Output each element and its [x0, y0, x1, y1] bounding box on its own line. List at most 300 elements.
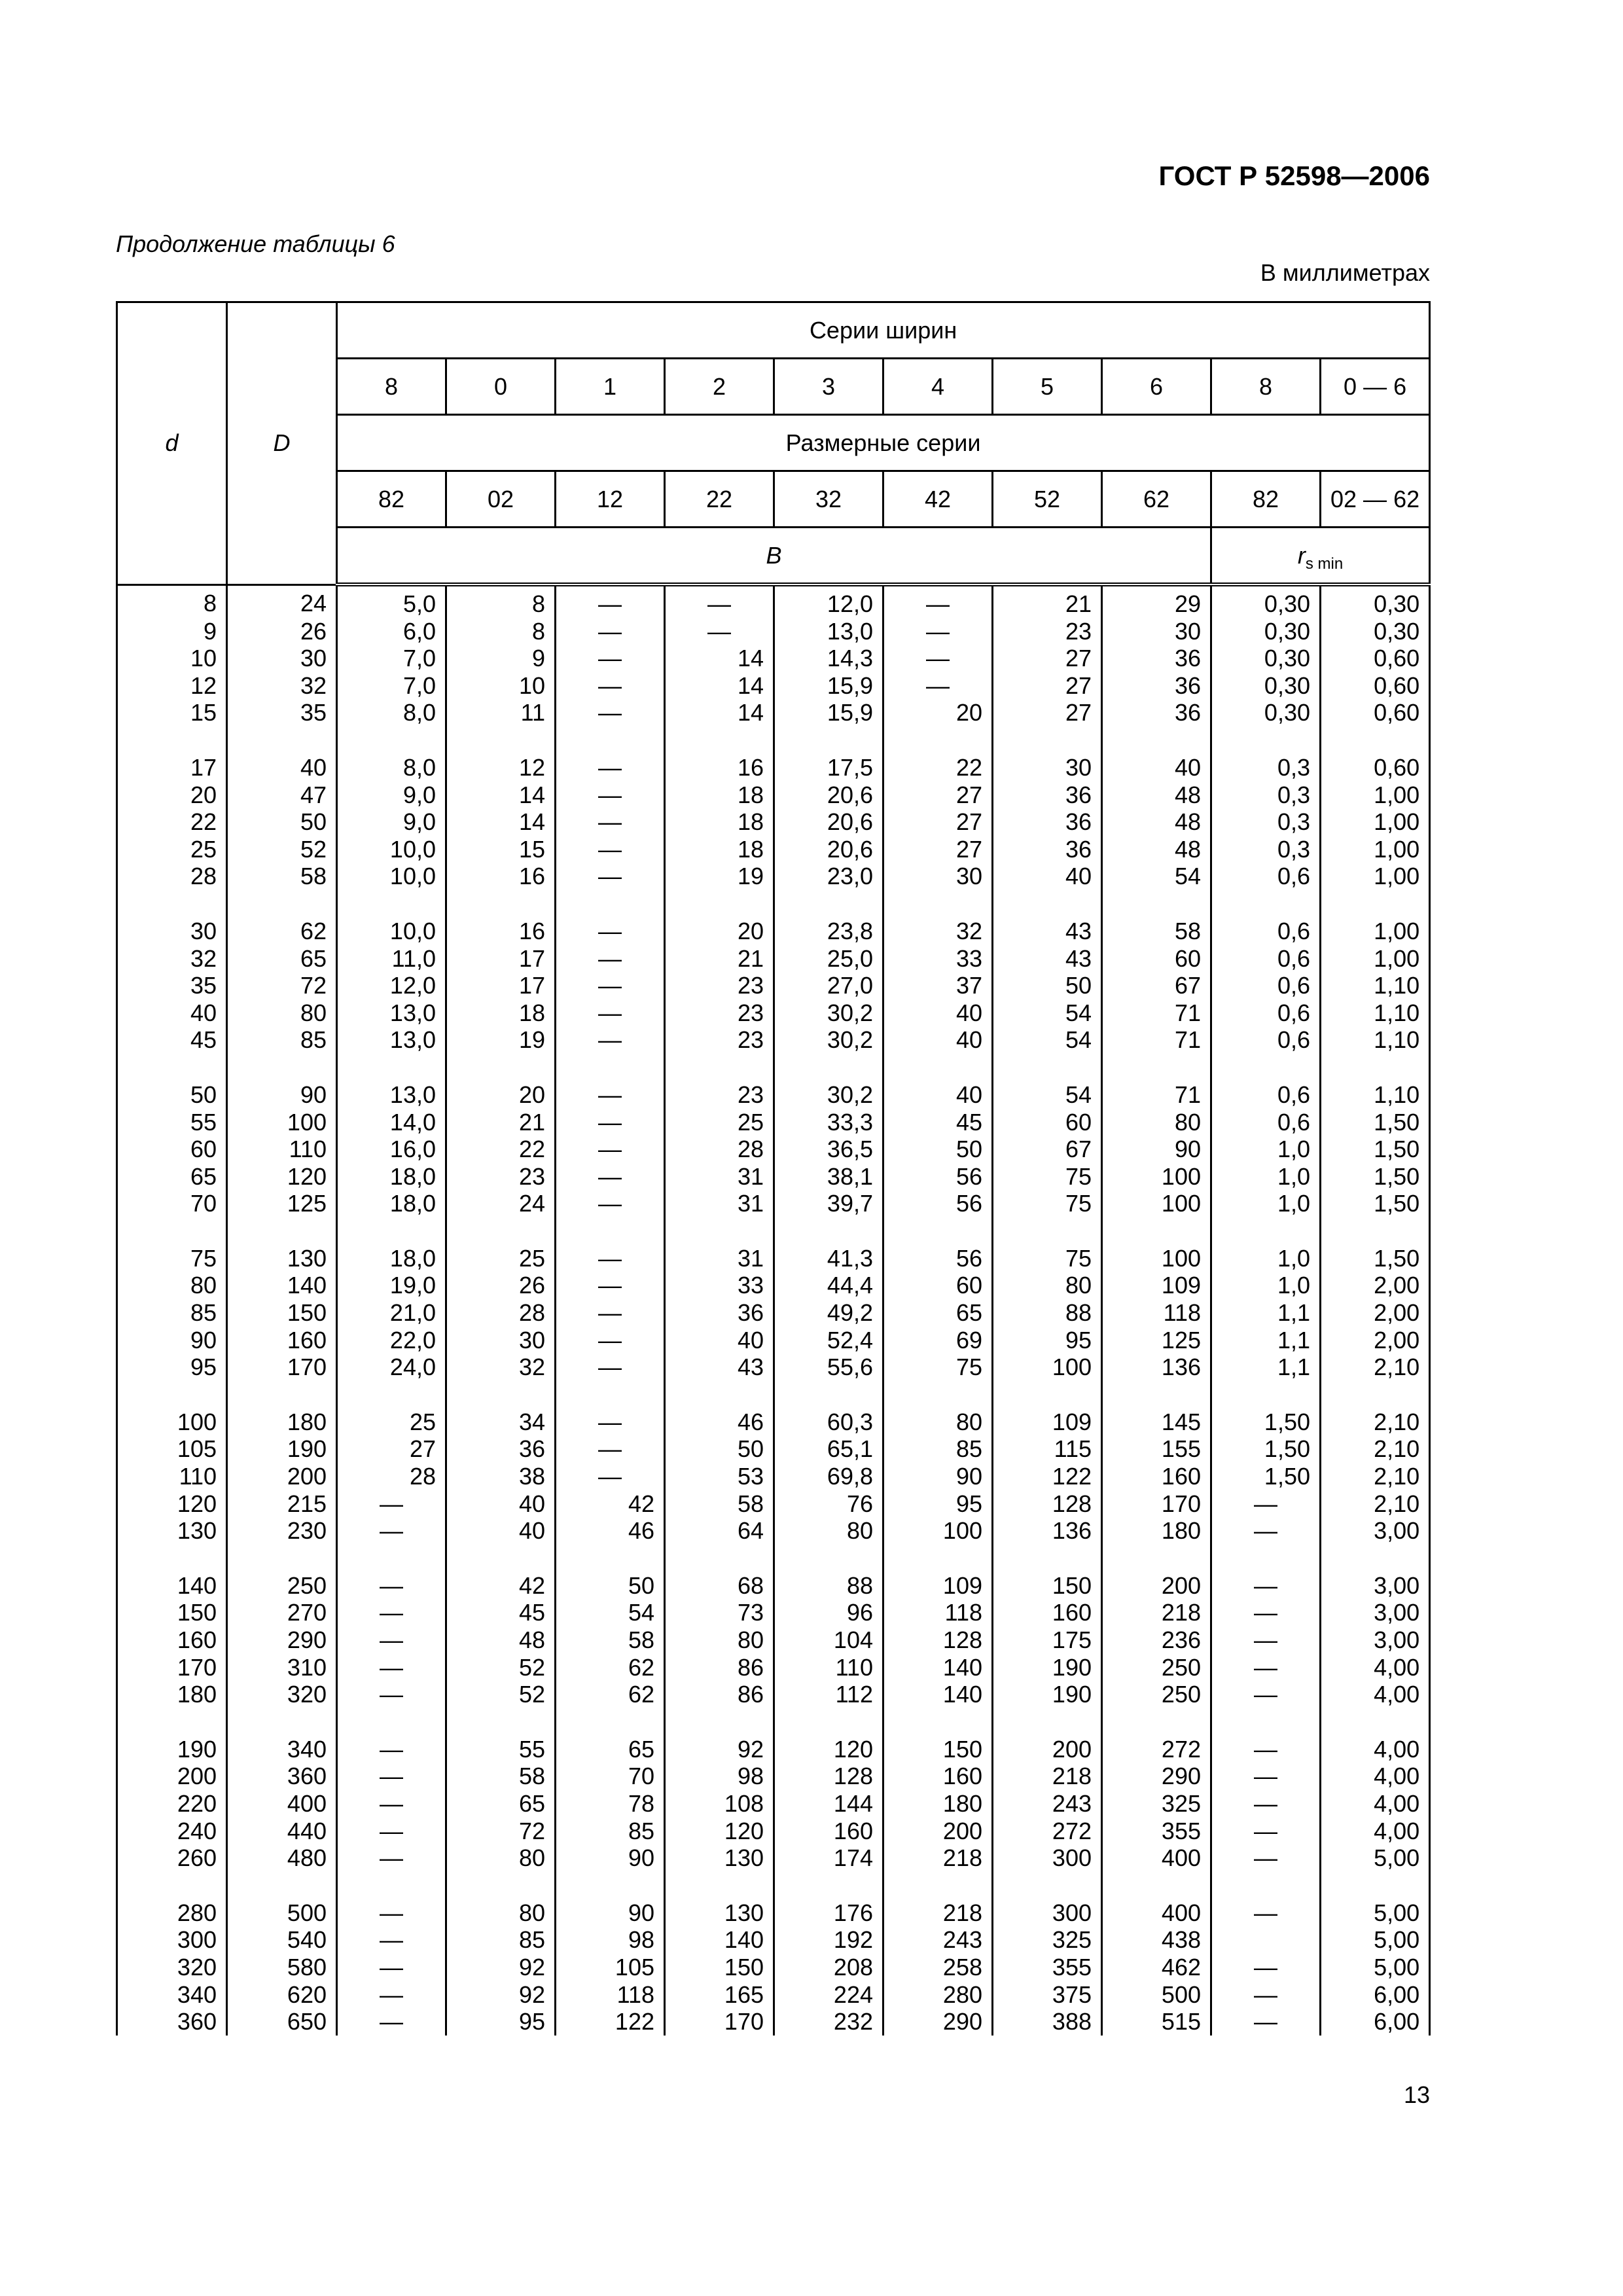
- table-cell: 190: [993, 1681, 1102, 1708]
- width-series-title: Серии ширин: [337, 302, 1430, 359]
- table-cell: 150: [993, 1572, 1102, 1600]
- table-cell: —: [337, 1790, 446, 1818]
- table-cell: 23,8: [774, 918, 883, 945]
- spacer-cell: [446, 890, 556, 918]
- table-cell: —: [556, 781, 665, 809]
- table-cell: 19,0: [337, 1272, 446, 1299]
- table-cell: 80: [883, 1408, 993, 1436]
- table-cell: 52: [227, 836, 337, 863]
- table-cell: 190: [993, 1654, 1102, 1681]
- table-cell: 2,00: [1321, 1299, 1430, 1327]
- table-cell: 1,50: [1321, 1109, 1430, 1136]
- table-row: [117, 672, 1430, 700]
- table-cell: 18,0: [337, 1245, 446, 1272]
- table-cell: 140: [665, 1926, 774, 1954]
- table-cell: 130: [665, 1899, 774, 1927]
- spacer-cell: [1321, 1708, 1430, 1736]
- table-cell: 232: [774, 2008, 883, 2036]
- units-note: В миллиметрах: [1260, 259, 1430, 286]
- spacer-cell: [1211, 1054, 1321, 1081]
- table-cell: —: [1211, 1954, 1321, 1981]
- table-cell: 16: [446, 863, 556, 890]
- table-cell: —: [337, 1899, 446, 1927]
- table-cell: 122: [556, 2008, 665, 2036]
- table-cell: 80: [117, 1272, 227, 1299]
- table-cell: 290: [227, 1626, 337, 1654]
- table-cell: —: [556, 999, 665, 1027]
- table-cell: 60: [117, 1136, 227, 1163]
- table-cell: 0,6: [1211, 918, 1321, 945]
- table-cell: 69,8: [774, 1463, 883, 1490]
- spacer-cell: [556, 726, 665, 754]
- table-cell: 260: [117, 1844, 227, 1872]
- table-cell: 112: [774, 1681, 883, 1708]
- table-cell: 108: [665, 1790, 774, 1818]
- table-row: [117, 1981, 1430, 2009]
- table-cell: 118: [883, 1599, 993, 1626]
- table-cell: 1,50: [1321, 1163, 1430, 1191]
- spacer-cell: [227, 1708, 337, 1736]
- dimension-series-title: Размерные серии: [337, 415, 1430, 471]
- table-cell: 340: [227, 1736, 337, 1763]
- table-cell: 128: [993, 1490, 1102, 1518]
- table-cell: 200: [993, 1736, 1102, 1763]
- table-cell: 36: [1102, 672, 1211, 700]
- table-cell: 30: [993, 754, 1102, 781]
- table-cell: 340: [117, 1981, 227, 2009]
- spacer-cell: [1102, 1217, 1211, 1245]
- table-cell: 75: [993, 1190, 1102, 1217]
- table-cell: 12: [446, 754, 556, 781]
- table-cell: 20,6: [774, 808, 883, 836]
- spacer-cell: [665, 726, 774, 754]
- spacer-cell: [117, 1872, 227, 1899]
- table-cell: 280: [117, 1899, 227, 1927]
- table-cell: 170: [227, 1354, 337, 1381]
- table-cell: —: [556, 808, 665, 836]
- table-cell: 27: [883, 836, 993, 863]
- table-cell: 33: [665, 1272, 774, 1299]
- table-row: [117, 584, 1430, 618]
- table-cell: 80: [665, 1626, 774, 1654]
- table-cell: 3,00: [1321, 1599, 1430, 1626]
- group-spacer: [117, 1708, 1430, 1736]
- table-cell: 42: [446, 1572, 556, 1600]
- table-cell: 1,0: [1211, 1163, 1321, 1191]
- table-cell: 90: [1102, 1136, 1211, 1163]
- table-cell: 160: [1102, 1463, 1211, 1490]
- table-cell: 400: [227, 1790, 337, 1818]
- table-cell: 24,0: [337, 1354, 446, 1381]
- table-cell: 30: [883, 863, 993, 890]
- header-d: d: [117, 302, 227, 585]
- table-cell: 32: [227, 672, 337, 700]
- table-cell: 32: [446, 1354, 556, 1381]
- table-cell: 35: [227, 699, 337, 726]
- table-cell: 98: [665, 1763, 774, 1790]
- table-cell: 160: [774, 1818, 883, 1845]
- table-cell: 500: [1102, 1981, 1211, 2009]
- spacer-cell: [993, 1217, 1102, 1245]
- table-cell: 100: [227, 1109, 337, 1136]
- table-cell: 70: [556, 1763, 665, 1790]
- spacer-cell: [883, 1708, 993, 1736]
- spacer-cell: [117, 1545, 227, 1572]
- spacer-cell: [1211, 1545, 1321, 1572]
- table-row: [117, 1299, 1430, 1327]
- table-row: [117, 1327, 1430, 1354]
- table-cell: 100: [1102, 1245, 1211, 1272]
- table-cell: 130: [117, 1517, 227, 1545]
- table-cell: 65,1: [774, 1435, 883, 1463]
- table-cell: 58: [665, 1490, 774, 1518]
- spacer-cell: [1211, 1217, 1321, 1245]
- table-cell: —: [556, 1299, 665, 1327]
- table-cell: 28: [446, 1299, 556, 1327]
- spacer-cell: [227, 1545, 337, 1572]
- table-cell: 1,10: [1321, 972, 1430, 999]
- spacer-cell: [883, 1054, 993, 1081]
- width-series-cell: 0 — 6: [1321, 359, 1430, 415]
- table-cell: 1,0: [1211, 1245, 1321, 1272]
- table-cell: 360: [117, 2008, 227, 2036]
- table-row: [117, 699, 1430, 726]
- table-cell: 0,30: [1211, 672, 1321, 700]
- table-cell: 43: [993, 918, 1102, 945]
- spacer-cell: [1102, 1545, 1211, 1572]
- table-cell: 0,6: [1211, 1026, 1321, 1054]
- table-cell: 1,50: [1211, 1463, 1321, 1490]
- table-row: [117, 1954, 1430, 1981]
- spacer-cell: [556, 890, 665, 918]
- table-cell: 270: [227, 1599, 337, 1626]
- table-cell: 43: [993, 945, 1102, 973]
- table-cell: 71: [1102, 999, 1211, 1027]
- table-cell: 13,0: [337, 999, 446, 1027]
- table-cell: 10,0: [337, 836, 446, 863]
- table-cell: 53: [665, 1463, 774, 1490]
- table-cell: 236: [1102, 1626, 1211, 1654]
- table-cell: 69: [883, 1327, 993, 1354]
- spacer-cell: [1321, 890, 1430, 918]
- table-cell: —: [556, 618, 665, 645]
- table-cell: 86: [665, 1681, 774, 1708]
- spacer-cell: [883, 1217, 993, 1245]
- table-cell: 35: [117, 972, 227, 999]
- table-cell: 310: [227, 1654, 337, 1681]
- table-cell: 5,00: [1321, 1899, 1430, 1927]
- table-cell: 200: [117, 1763, 227, 1790]
- spacer-cell: [1211, 890, 1321, 918]
- table-cell: 4,00: [1321, 1790, 1430, 1818]
- dimension-series-cell: 62: [1102, 471, 1211, 528]
- table-cell: —: [556, 1081, 665, 1109]
- table-cell: 144: [774, 1790, 883, 1818]
- table-cell: 8: [446, 584, 556, 618]
- table-cell: 140: [227, 1272, 337, 1299]
- table-cell: —: [556, 836, 665, 863]
- table-cell: 18: [665, 808, 774, 836]
- table-cell: 16: [446, 918, 556, 945]
- table-cell: 0,30: [1211, 584, 1321, 618]
- width-series-cell: 2: [665, 359, 774, 415]
- table-cell: 0,6: [1211, 863, 1321, 890]
- table-cell: 258: [883, 1954, 993, 1981]
- table-row: [117, 945, 1430, 973]
- spacer-cell: [993, 1054, 1102, 1081]
- table-cell: 33,3: [774, 1109, 883, 1136]
- spacer-cell: [993, 890, 1102, 918]
- table-cell: 43: [665, 1354, 774, 1381]
- table-cell: 52: [446, 1654, 556, 1681]
- table-cell: 180: [227, 1408, 337, 1436]
- table-row: [117, 2008, 1430, 2036]
- spacer-cell: [446, 1708, 556, 1736]
- table-cell: 100: [993, 1354, 1102, 1381]
- table-cell: 1,1: [1211, 1327, 1321, 1354]
- table-cell: —: [1211, 1844, 1321, 1872]
- spacer-cell: [1321, 726, 1430, 754]
- table-cell: 55,6: [774, 1354, 883, 1381]
- spacer-cell: [1102, 726, 1211, 754]
- table-cell: 28: [337, 1463, 446, 1490]
- table-cell: 165: [665, 1981, 774, 2009]
- table-cell: —: [556, 584, 665, 618]
- table-cell: 39,7: [774, 1190, 883, 1217]
- spacer-cell: [446, 726, 556, 754]
- table-cell: 54: [556, 1599, 665, 1626]
- table-cell: 14: [446, 781, 556, 809]
- table-cell: 22: [117, 808, 227, 836]
- table-cell: —: [1211, 1572, 1321, 1600]
- table-cell: 100: [883, 1517, 993, 1545]
- table-cell: 290: [1102, 1763, 1211, 1790]
- width-series-cell: 4: [883, 359, 993, 415]
- table-row: [117, 1899, 1430, 1927]
- table-cell: 27: [993, 672, 1102, 700]
- table-cell: 2,10: [1321, 1408, 1430, 1436]
- table-cell: 1,00: [1321, 781, 1430, 809]
- table-cell: 100: [1102, 1163, 1211, 1191]
- table-cell: —: [337, 1572, 446, 1600]
- spacer-cell: [665, 1708, 774, 1736]
- table-cell: 220: [117, 1790, 227, 1818]
- table-cell: 80: [774, 1517, 883, 1545]
- table-cell: 109: [993, 1408, 1102, 1436]
- table-cell: 28: [117, 863, 227, 890]
- table-cell: 30: [117, 918, 227, 945]
- table-cell: 34: [446, 1408, 556, 1436]
- table-cell: 45: [117, 1026, 227, 1054]
- table-cell: 160: [883, 1763, 993, 1790]
- spacer-cell: [337, 890, 446, 918]
- table-cell: 243: [993, 1790, 1102, 1818]
- table-row: [117, 808, 1430, 836]
- table-cell: —: [1211, 1790, 1321, 1818]
- table-row: [117, 1626, 1430, 1654]
- table-cell: 650: [227, 2008, 337, 2036]
- table-cell: 46: [556, 1517, 665, 1545]
- table-cell: —: [556, 1408, 665, 1436]
- table-cell: 76: [774, 1490, 883, 1518]
- table-cell: 190: [117, 1736, 227, 1763]
- table-cell: —: [556, 1272, 665, 1299]
- spacer-cell: [1211, 1381, 1321, 1408]
- spacer-cell: [1211, 1872, 1321, 1899]
- table-cell: 0,60: [1321, 645, 1430, 672]
- spacer-cell: [883, 890, 993, 918]
- header-r-label: r: [1297, 541, 1306, 569]
- table-cell: 3,00: [1321, 1517, 1430, 1545]
- spacer-cell: [227, 1872, 337, 1899]
- table-cell: 85: [446, 1926, 556, 1954]
- table-cell: —: [556, 945, 665, 973]
- table-cell: 50: [883, 1136, 993, 1163]
- table-cell: 64: [665, 1517, 774, 1545]
- table-cell: —: [883, 618, 993, 645]
- table-cell: 180: [883, 1790, 993, 1818]
- table-cell: —: [337, 1736, 446, 1763]
- table-cell: —: [1211, 1763, 1321, 1790]
- table-cell: 31: [665, 1190, 774, 1217]
- table-cell: 18,0: [337, 1163, 446, 1191]
- table-cell: 109: [1102, 1272, 1211, 1299]
- table-cell: 90: [556, 1899, 665, 1927]
- table-cell: 22: [446, 1136, 556, 1163]
- table-cell: 0,6: [1211, 1109, 1321, 1136]
- table-cell: 88: [774, 1572, 883, 1600]
- table-cell: 8,0: [337, 754, 446, 781]
- table-cell: 2,00: [1321, 1272, 1430, 1299]
- table-cell: 6,0: [337, 618, 446, 645]
- table-cell: 75: [993, 1163, 1102, 1191]
- table-cell: 98: [556, 1926, 665, 1954]
- table-cell: 13,0: [774, 618, 883, 645]
- table-cell: 176: [774, 1899, 883, 1927]
- table-cell: 72: [227, 972, 337, 999]
- table-row: [117, 1790, 1430, 1818]
- table-cell: —: [556, 1435, 665, 1463]
- table-row: [117, 1463, 1430, 1490]
- table-row: [117, 1736, 1430, 1763]
- spacer-cell: [337, 1872, 446, 1899]
- spacer-cell: [774, 1708, 883, 1736]
- spacer-cell: [227, 1054, 337, 1081]
- spacer-cell: [556, 1217, 665, 1245]
- spacer-cell: [337, 1381, 446, 1408]
- table-cell: 52: [446, 1681, 556, 1708]
- table-cell: —: [556, 1136, 665, 1163]
- table-cell: 0,3: [1211, 836, 1321, 863]
- table-cell: 65: [117, 1163, 227, 1191]
- width-series-cell: 6: [1102, 359, 1211, 415]
- spacer-cell: [446, 1545, 556, 1572]
- spacer-cell: [774, 1381, 883, 1408]
- table-cell: 14: [665, 699, 774, 726]
- table-row: [117, 1408, 1430, 1436]
- table-cell: 36: [993, 808, 1102, 836]
- table-cell: 8: [117, 584, 227, 618]
- spacer-cell: [337, 726, 446, 754]
- table-cell: 230: [227, 1517, 337, 1545]
- table-cell: 8: [446, 618, 556, 645]
- table-cell: 125: [1102, 1327, 1211, 1354]
- table-cell: 80: [446, 1899, 556, 1927]
- table-cell: 1,10: [1321, 1081, 1430, 1109]
- table-cell: 18: [665, 836, 774, 863]
- table-cell: 18: [665, 781, 774, 809]
- table-cell: 272: [1102, 1736, 1211, 1763]
- table-cell: 515: [1102, 2008, 1211, 2036]
- table-cell: 128: [883, 1626, 993, 1654]
- table-cell: 388: [993, 2008, 1102, 2036]
- table-cell: —: [337, 1517, 446, 1545]
- spacer-cell: [446, 1217, 556, 1245]
- spacer-cell: [446, 1054, 556, 1081]
- spacer-cell: [774, 1217, 883, 1245]
- table-cell: —: [1211, 1490, 1321, 1518]
- table-cell: 10,0: [337, 863, 446, 890]
- table-cell: [1211, 1926, 1321, 1954]
- table-cell: 300: [117, 1926, 227, 1954]
- header-D: D: [227, 302, 337, 585]
- spacer-cell: [1211, 726, 1321, 754]
- table-cell: 44,4: [774, 1272, 883, 1299]
- table-cell: 62: [556, 1654, 665, 1681]
- table-cell: 23: [446, 1163, 556, 1191]
- table-cell: 86: [665, 1654, 774, 1681]
- table-cell: 90: [883, 1463, 993, 1490]
- table-cell: —: [883, 672, 993, 700]
- table-cell: 22: [883, 754, 993, 781]
- table-cell: —: [556, 1354, 665, 1381]
- table-cell: 1,00: [1321, 918, 1430, 945]
- table-cell: —: [665, 584, 774, 618]
- table-cell: 49,2: [774, 1299, 883, 1327]
- table-cell: 160: [993, 1599, 1102, 1626]
- width-series-cell: 3: [774, 359, 883, 415]
- width-series-cell: 0: [446, 359, 556, 415]
- spacer-cell: [446, 1872, 556, 1899]
- table-cell: 0,30: [1321, 618, 1430, 645]
- table-cell: 27: [993, 645, 1102, 672]
- spacer-cell: [1102, 890, 1211, 918]
- table-cell: 17,5: [774, 754, 883, 781]
- table-cell: —: [883, 584, 993, 618]
- table-cell: —: [556, 699, 665, 726]
- table-row: [117, 1163, 1430, 1191]
- table-row: [117, 618, 1430, 645]
- table-cell: 15: [117, 699, 227, 726]
- table-cell: 36: [1102, 645, 1211, 672]
- table-cell: 320: [227, 1681, 337, 1708]
- table-cell: 120: [665, 1818, 774, 1845]
- table-cell: 130: [227, 1245, 337, 1272]
- table-cell: 8,0: [337, 699, 446, 726]
- table-row: [117, 1844, 1430, 1872]
- spacer-cell: [337, 1217, 446, 1245]
- table-cell: 55: [117, 1109, 227, 1136]
- table-cell: 85: [227, 1026, 337, 1054]
- table-cell: 280: [883, 1981, 993, 2009]
- table-cell: 28: [665, 1136, 774, 1163]
- dimension-series-cell: 82: [337, 471, 446, 528]
- spacer-cell: [556, 1708, 665, 1736]
- spacer-cell: [227, 726, 337, 754]
- table-cell: 120: [227, 1163, 337, 1191]
- page-number: 13: [1403, 2081, 1430, 2108]
- table-cell: —: [1211, 1681, 1321, 1708]
